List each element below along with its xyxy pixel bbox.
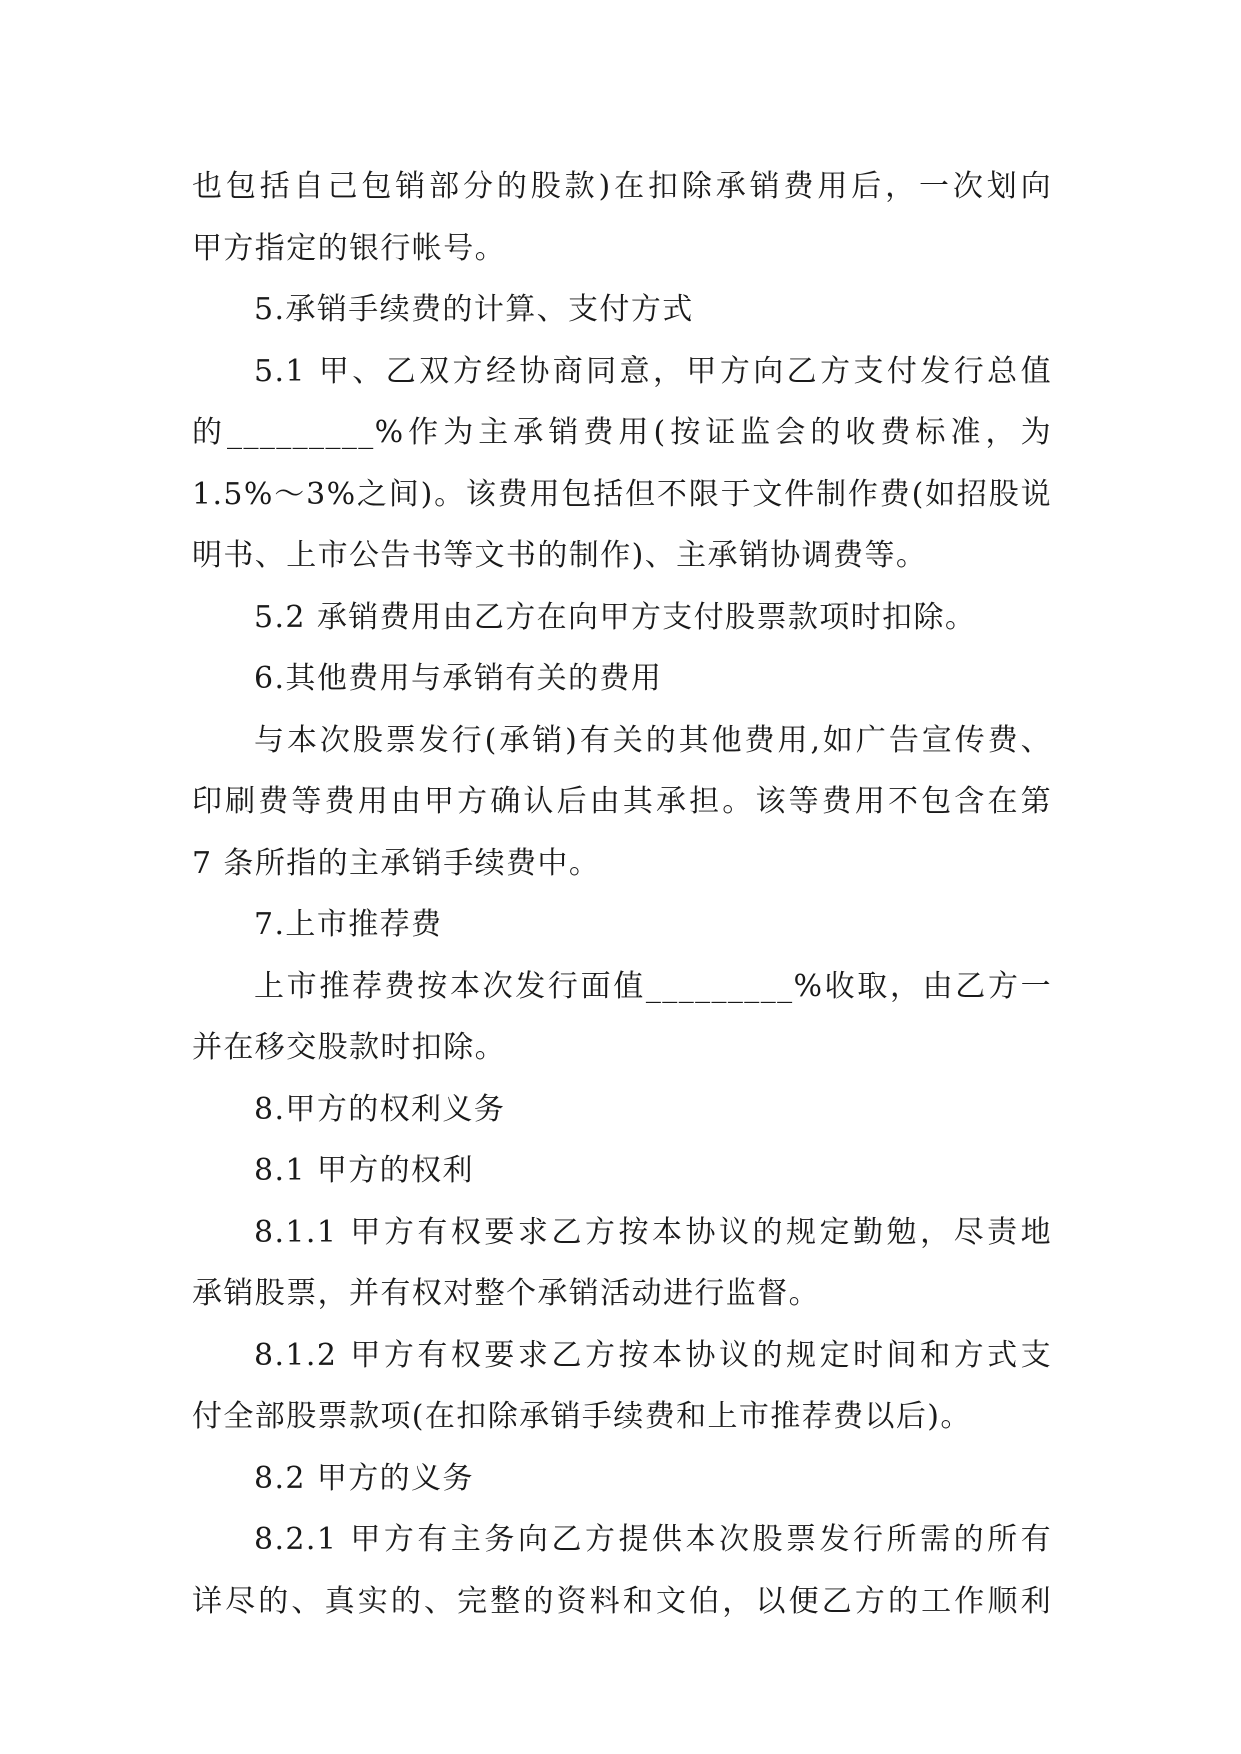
paragraph-line: 8.2.1 甲方有主务向乙方提供本次股票发行所需的所有 (254, 1522, 1052, 1557)
section-heading: 8.甲方的权利义务 (254, 1091, 506, 1127)
document-body (192, 156, 1052, 1632)
section-heading: 8.1 甲方的权利 (254, 1153, 474, 1188)
paragraph-line: 也包括自己包销部分的股款)在扣除承销费用后，一次划向 (192, 169, 1052, 204)
paragraph-line: 印刷费等费用由甲方确认后由其承担。该等费用不包含在第 (192, 784, 1052, 819)
paragraph-line: 并在移交股款时扣除。 (192, 1030, 506, 1065)
paragraph-line: 明书、上市公告书等文书的制作)、主承销协调费等。 (192, 538, 928, 573)
paragraph-line: 5.1 甲、乙双方经协商同意，甲方向乙方支付发行总值 (254, 353, 1052, 389)
section-heading: 6.其他费用与承销有关的费用 (254, 661, 663, 696)
paragraph-line: 详尽的、真实的、完整的资料和文伯，以便乙方的工作顺利 (192, 1583, 1052, 1619)
section-heading: 7.上市推荐费 (254, 907, 443, 942)
paragraph-line: 与本次股票发行(承销)有关的其他费用,如广告宣传费、 (254, 722, 1052, 758)
paragraph-line: 甲方指定的银行帐号。 (192, 230, 506, 266)
paragraph-line: 1.5%～3%之间)。该费用包括但不限于文件制作费(如招股说 (192, 476, 1052, 512)
paragraph-line: 上市推荐费按本次发行面值_________%收取，由乙方一 (254, 968, 1052, 1004)
paragraph-line: 7 条所指的主承销手续费中。 (192, 845, 601, 881)
paragraph-line: 8.1.1 甲方有权要求乙方按本协议的规定勤勉，尽责地 (254, 1214, 1052, 1250)
section-heading: 5.承销手续费的计算、支付方式 (254, 292, 694, 327)
paragraph-line: 的_________%作为主承销费用(按证监会的收费标准，为 (192, 415, 1052, 450)
paragraph-line: 5.2 承销费用由乙方在向甲方支付股票款项时扣除。 (254, 599, 977, 635)
paragraph-line: 8.1.2 甲方有权要求乙方按本协议的规定时间和方式支 (254, 1337, 1052, 1373)
section-heading: 8.2 甲方的义务 (254, 1460, 474, 1496)
paragraph-line: 付全部股票款项(在扣除承销手续费和上市推荐费以后)。 (192, 1399, 972, 1434)
paragraph-line: 承销股票，并有权对整个承销活动进行监督。 (192, 1276, 820, 1311)
